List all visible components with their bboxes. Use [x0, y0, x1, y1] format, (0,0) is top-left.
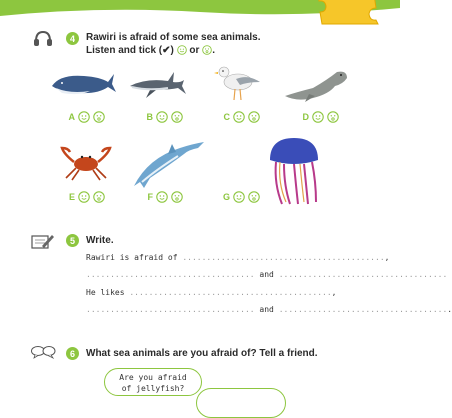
- happy-face-icon: [177, 45, 187, 55]
- answer-blank[interactable]: ...................................: [86, 270, 255, 279]
- happy-face-checkbox[interactable]: [312, 111, 324, 123]
- scared-face-checkbox[interactable]: [93, 191, 105, 203]
- option-c: [223, 110, 260, 124]
- option-g: [223, 190, 260, 204]
- comma: ,: [384, 253, 390, 262]
- whale-image: [50, 68, 116, 98]
- happy-face-checkbox[interactable]: [233, 111, 245, 123]
- instruction-period: .: [212, 45, 215, 56]
- puzzle-piece-icon: [312, 0, 382, 24]
- speech-bubble-2: [196, 388, 286, 418]
- answer-blank[interactable]: ...................................: [278, 270, 448, 279]
- option-b: [146, 110, 183, 124]
- exercise-number-4: 4: [66, 32, 79, 45]
- write-line-4: [86, 305, 452, 314]
- exercise-number-6: 6: [66, 347, 79, 360]
- write-line-2: [86, 270, 447, 279]
- happy-face-checkbox[interactable]: [78, 111, 90, 123]
- answer-blank[interactable]: ..........................................: [182, 253, 385, 262]
- scared-face-icon: [202, 45, 212, 55]
- and-text: and: [259, 305, 274, 314]
- option-d: [302, 110, 339, 124]
- answer-blank[interactable]: ...................................: [278, 305, 448, 314]
- period: .: [447, 305, 452, 314]
- option-b-letter: B: [146, 112, 153, 122]
- happy-face-checkbox[interactable]: [156, 191, 168, 203]
- tick-instruction-text: Listen and tick (✔): [86, 45, 174, 56]
- write-line-3-text: He likes: [86, 288, 125, 297]
- shark-image: [128, 68, 188, 100]
- speech-bubbles-icon: [30, 345, 56, 359]
- pencil-notebook-icon: [30, 232, 54, 250]
- answer-blank[interactable]: ...................................: [86, 305, 255, 314]
- scared-face-checkbox[interactable]: [171, 191, 183, 203]
- exercise-5-title: Write.: [86, 235, 114, 246]
- write-line-3: [86, 288, 336, 297]
- scared-face-checkbox[interactable]: [248, 191, 260, 203]
- headphones-icon: [33, 30, 53, 47]
- crab-image: [56, 144, 116, 182]
- option-f-letter: F: [147, 192, 153, 202]
- exercise-number-5: 5: [66, 234, 79, 247]
- scared-face-checkbox[interactable]: [327, 111, 339, 123]
- bubble-line-1: Are you afraid: [119, 373, 187, 382]
- write-line-1: [86, 253, 389, 262]
- or-text: or: [189, 45, 200, 56]
- happy-face-checkbox[interactable]: [233, 191, 245, 203]
- option-f: [146, 190, 183, 204]
- exercise-6-title: What sea animals are you afraid of? Tell a friend.: [86, 348, 318, 359]
- seal-image: [283, 66, 351, 104]
- and-text: and: [259, 270, 274, 279]
- comma: ,: [331, 288, 337, 297]
- happy-face-checkbox[interactable]: [156, 111, 168, 123]
- speech-bubble: [104, 368, 202, 396]
- option-e-letter: E: [68, 192, 75, 202]
- option-g-letter: G: [223, 192, 231, 202]
- scared-face-checkbox[interactable]: [171, 111, 183, 123]
- exercise-4-instruction-line1: Rawiri is afraid of some sea animals.: [86, 32, 261, 43]
- option-c-letter: C: [223, 112, 230, 122]
- scared-face-checkbox[interactable]: [248, 111, 260, 123]
- seagull-image: [214, 62, 262, 102]
- dolphin-image: [128, 138, 208, 190]
- option-e: [68, 190, 105, 204]
- option-a-letter: A: [68, 112, 75, 122]
- exercise-4-instruction-line2: [86, 44, 215, 57]
- option-d-letter: D: [302, 112, 309, 122]
- jellyfish-image: [262, 134, 324, 206]
- write-line-1-text: Rawiri is afraid of: [86, 253, 178, 262]
- happy-face-checkbox[interactable]: [78, 191, 90, 203]
- answer-blank[interactable]: ..........................................: [129, 288, 332, 297]
- option-a: [68, 110, 105, 124]
- bubble-line-2: of jellyfish?: [121, 384, 185, 393]
- scared-face-checkbox[interactable]: [93, 111, 105, 123]
